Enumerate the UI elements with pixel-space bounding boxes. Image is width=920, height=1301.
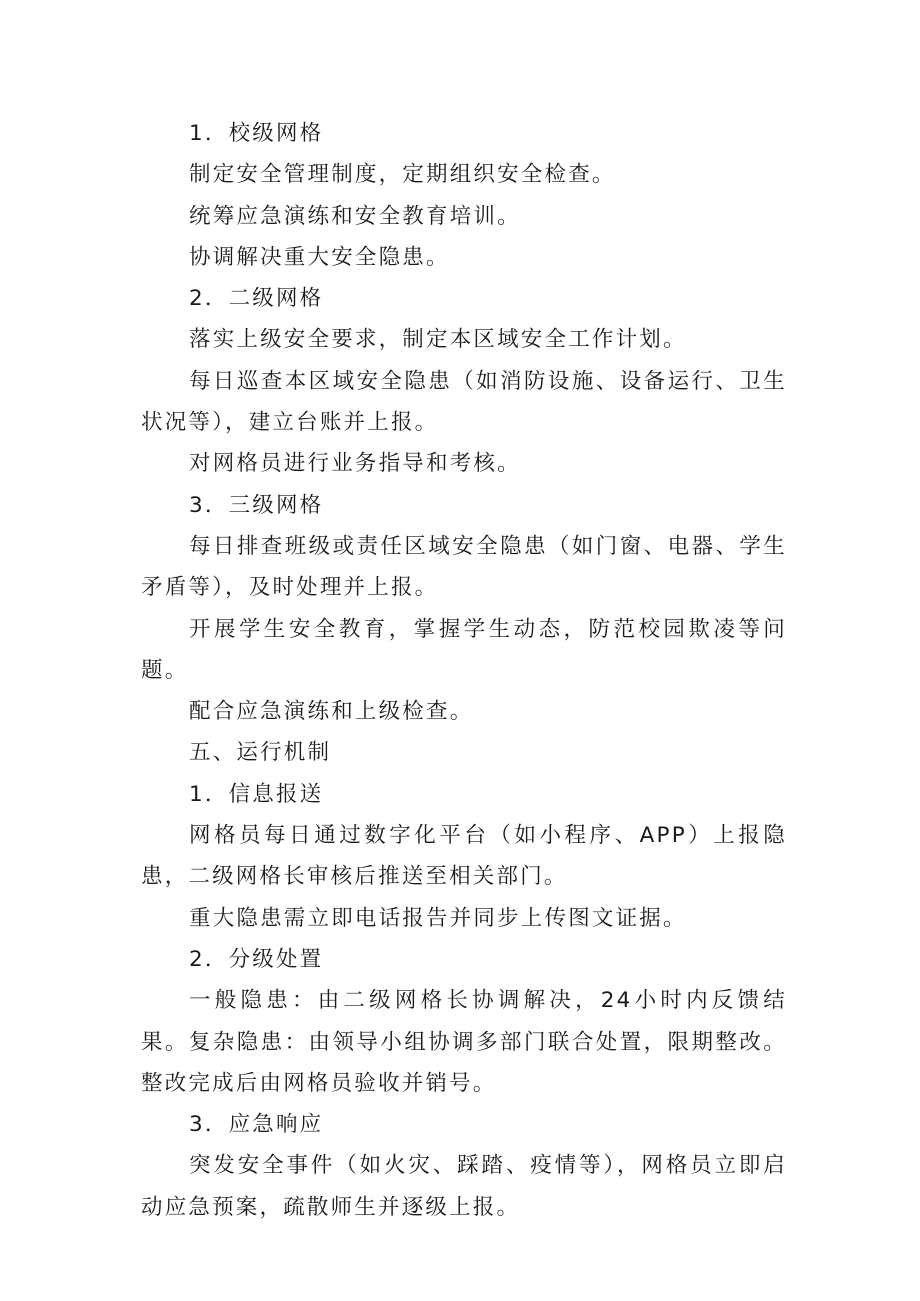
paragraph: 落实上级安全要求，制定本区域安全工作计划。 bbox=[189, 327, 687, 353]
document-body bbox=[141, 113, 787, 1228]
paragraph: 开展学生安全教育，掌握学生动态，防范校园欺凌等问题。 bbox=[141, 616, 787, 683]
paragraph: 配合应急演练和上级检查。 bbox=[189, 699, 474, 725]
paragraph: 制定安全管理制度，定期组织安全检查。 bbox=[189, 162, 616, 188]
paragraph: 重大隐患需立即电话报告并同步上传图文证据。 bbox=[189, 905, 687, 931]
section-heading-second-grid: 2．二级网格 bbox=[189, 286, 324, 312]
section-heading-graded-handling: 2．分级处置 bbox=[189, 946, 324, 972]
paragraph: 协调解决重大安全隐患。 bbox=[189, 244, 450, 270]
paragraph: 统筹应急演练和安全教育培训。 bbox=[189, 203, 521, 229]
section-heading-emergency-response: 3．应急响应 bbox=[189, 1112, 324, 1138]
section-heading-school-grid: 1．校级网格 bbox=[189, 121, 324, 146]
paragraph: 一般隐患：由二级网格长协调解决，24小时内反馈结果。复杂隐患：由领导小组协调多部门联合处置，限期整改。整改完成后由网格员验收并销号。 bbox=[141, 988, 787, 1096]
section-heading-operation-mechanism: 五、运行机制 bbox=[189, 740, 332, 766]
section-heading-third-grid: 3．三级网格 bbox=[189, 492, 324, 518]
paragraph: 对网格员进行业务指导和考核。 bbox=[189, 451, 521, 477]
paragraph: 网格员每日通过数字化平台（如小程序、APP）上报隐患，二级网格长审核后推送至相关部门。 bbox=[141, 823, 787, 890]
paragraph: 每日巡查本区域安全隐患（如消防设施、设备运行、卫生状况等），建立台账并上报。 bbox=[141, 368, 787, 436]
paragraph: 每日排查班级或责任区域安全隐患（如门窗、电器、学生矛盾等），及时处理并上报。 bbox=[141, 533, 787, 601]
section-heading-info-reporting: 1．信息报送 bbox=[189, 781, 324, 807]
paragraph: 突发安全事件（如火灾、踩踏、疫情等），网格员立即启动应急预案，疏散师生并逐级上报。 bbox=[141, 1153, 787, 1220]
